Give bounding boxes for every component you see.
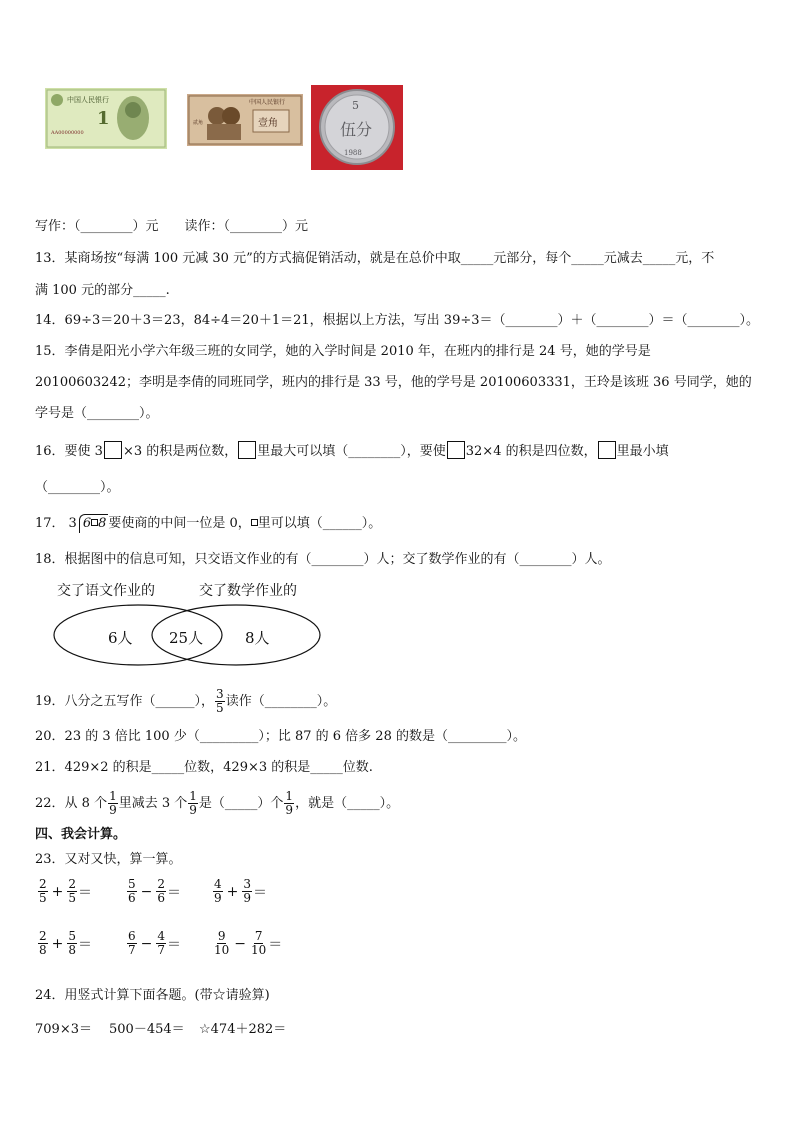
- q16-part1: 16．要使 3: [35, 444, 103, 459]
- fraction-calc: $\frac{4}{9}$ + $\frac{3}{9}$ ＝: [214, 877, 268, 905]
- five-fen-coin-image: [311, 85, 403, 170]
- venn-label-chinese: 交了语文作业的: [57, 583, 155, 599]
- long-division-symbol: [65, 514, 109, 533]
- q24-title: 24．用竖式计算下面各题。(带☆请验算): [35, 988, 270, 1003]
- q17-dividend-last: 8: [98, 516, 107, 531]
- one-yuan-note-image: [45, 88, 167, 149]
- q16-line1: [35, 441, 669, 461]
- fraction-calc: $\frac{9}{10}$ − $\frac{7}{10}$ ＝: [214, 929, 283, 957]
- q23-title: 23．又对又快，算一算。: [35, 852, 182, 867]
- q21-line: 21．429×2 的积是_____位数，429×3 的积是_____位数.: [35, 760, 373, 775]
- q22-part1: 22．从 8 个: [35, 796, 108, 811]
- q22-part3: 是（_____）个: [198, 796, 284, 811]
- q16-line2: （________）。: [35, 480, 120, 495]
- q13-line1: 13．某商场按“每满 100 元减 30 元”的方式搞促销活动，就是在总价中取_____元部分，每个_____元减去_____元，不: [35, 251, 715, 266]
- note1-serial: AA00000000: [51, 130, 84, 136]
- q14-line: 14．69÷3＝20＋3＝23，84÷4＝20＋1＝21，根据以上方法，写出 39÷3＝（________）＋（________）＝（________）。: [35, 313, 760, 328]
- blank-box: [104, 441, 122, 459]
- vertical-calc-item: ☆474＋282＝: [199, 1022, 287, 1037]
- blank-box: [238, 441, 256, 459]
- fraction: $\frac{1}{9}$: [109, 789, 117, 817]
- q12-answer-line: 写作：（________）元 读作：（________）元: [35, 219, 309, 234]
- fraction-calc: $\frac{6}{7}$ − $\frac{4}{7}$ ＝: [128, 929, 182, 957]
- note2-side: 贰角: [193, 120, 204, 126]
- note2-top-text: 中国人民银行: [249, 99, 286, 106]
- q15-line2: 20100603242；李明是李倩的同班同学，班内的排行是 33 号，他的学号是 20100603331，王玲是该班 36 号同学，她的: [35, 375, 752, 390]
- one-jiao-note-image: [187, 94, 303, 146]
- fraction: $\frac{1}{9}$: [285, 789, 294, 817]
- q19-line: [35, 688, 336, 715]
- blank-box: [447, 441, 465, 459]
- fraction-calc: $\frac{2}{8}$ + $\frac{5}{8}$ ＝: [39, 929, 93, 957]
- q22-line: [35, 790, 399, 817]
- q18-line: 18．根据图中的信息可知，只交语文作业的有（________）人；交了数学作业的有（________）人。: [35, 552, 611, 567]
- q19-part1: 19．八分之五写作（______），: [35, 694, 215, 709]
- q17-text: 要使商的中间一位是 0，: [108, 516, 251, 531]
- blank-box: [251, 519, 258, 526]
- q17-text2: 里可以填（______）。: [257, 516, 382, 531]
- vertical-calc-item: 500－454＝: [109, 1022, 185, 1037]
- q22-part4: ，就是（_____）。: [295, 796, 400, 811]
- vertical-calc-item: 709×3＝: [35, 1022, 92, 1037]
- fraction: $\frac{1}{9}$: [189, 789, 197, 817]
- q15-line1: 15．李倩是阳光小学六年级三班的女同学，她的入学时间是 2010 年，在班内的排行是 24 号，她的学号是: [35, 344, 651, 359]
- note1-top-text: 中国人民银行: [67, 96, 109, 104]
- fraction: $\frac{3}{5}$: [216, 687, 224, 715]
- venn-left-only: 6人: [108, 629, 133, 647]
- q22-part2: 里减去 3 个: [118, 796, 188, 811]
- venn-right-only: 8人: [245, 629, 270, 647]
- section-heading: 四、我会计算。: [35, 827, 127, 842]
- q16-part5: 里最小填: [616, 444, 669, 459]
- venn-label-math: 交了数学作业的: [199, 583, 297, 599]
- note1-value: 1: [97, 108, 110, 129]
- q15-line3: 学号是（________）。: [35, 406, 159, 421]
- q16-part2: ×3 的积是两位数，: [122, 444, 238, 459]
- coin-value: 5: [352, 99, 359, 112]
- fraction-calc: $\frac{2}{5}$ + $\frac{2}{5}$ ＝: [39, 877, 93, 905]
- fraction-calc: $\frac{5}{6}$ − $\frac{2}{6}$ ＝: [128, 877, 182, 905]
- q17-dividend-first: 6: [82, 516, 92, 531]
- venn-both: 25人: [169, 629, 204, 647]
- note2-value: 壹角: [258, 118, 278, 129]
- coin-year: 1988: [344, 149, 362, 157]
- q13-line2: 满 100 元的部分_____.: [35, 283, 170, 298]
- coin-text: 伍分: [340, 120, 373, 139]
- q16-part3: 里最大可以填（________），要使: [257, 444, 446, 459]
- q16-part4: 32×4 的积是四位数，: [465, 444, 597, 459]
- q19-part2: 读作（________）。: [225, 694, 337, 709]
- q17-line: [35, 514, 381, 533]
- q17-divisor: 3: [68, 516, 77, 531]
- q20-line: 20．23 的 3 倍比 100 少（_________）；比 87 的 6 倍多 28 的数是（_________）。: [35, 729, 526, 744]
- blank-box: [598, 441, 616, 459]
- q17-number: 17．: [35, 516, 65, 531]
